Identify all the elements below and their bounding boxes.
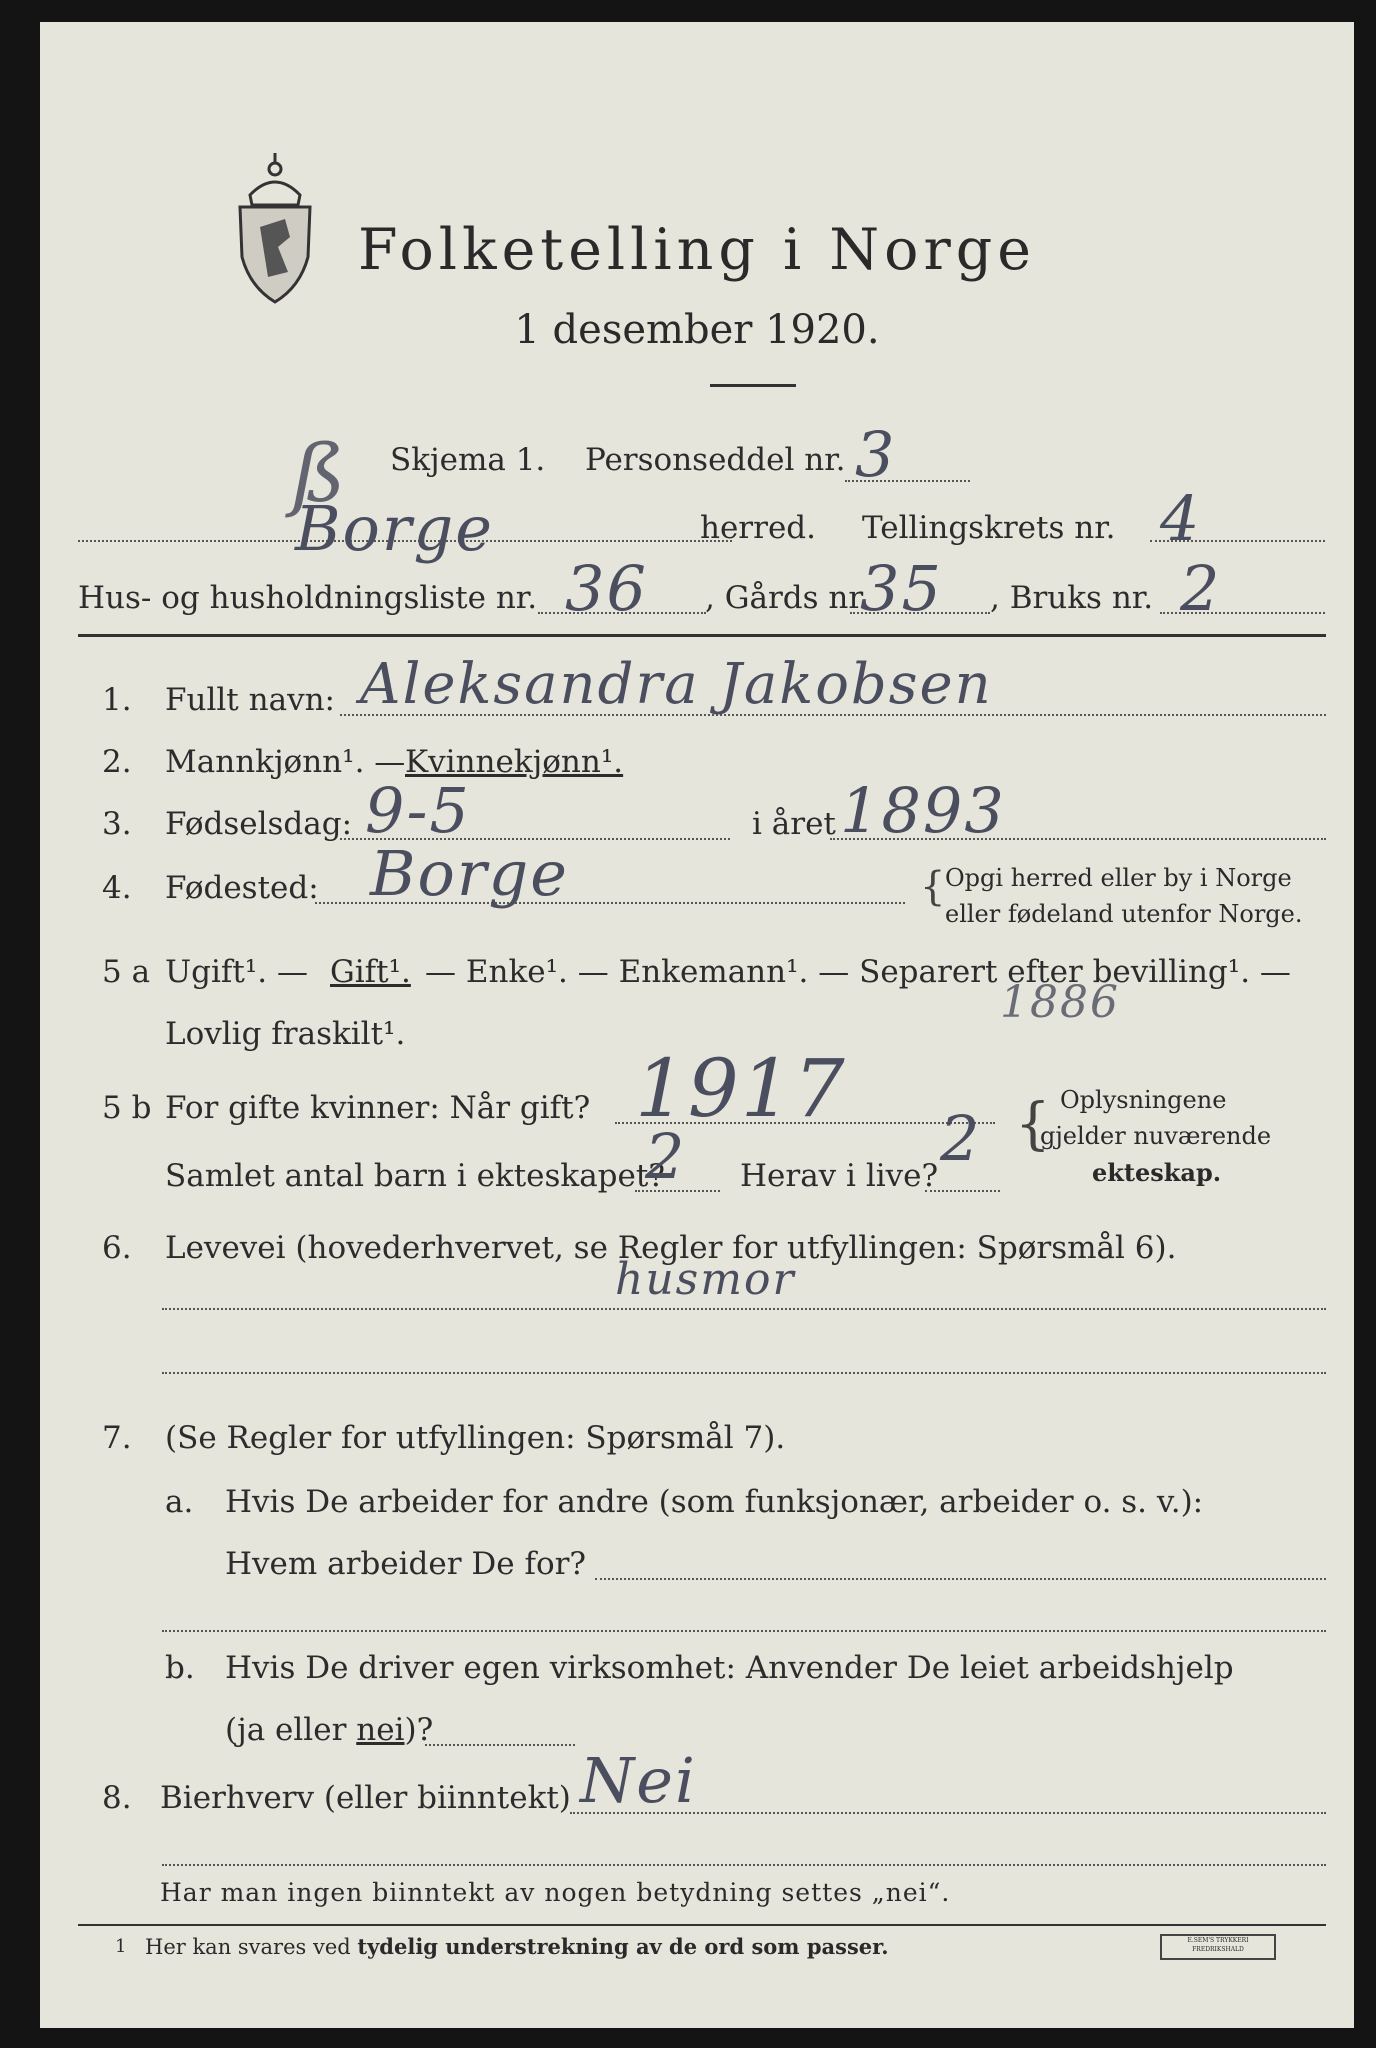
handwritten-mark: ß (292, 427, 348, 520)
q3-number: 3. (102, 806, 132, 842)
footnote-mark: 1 (115, 1936, 127, 1957)
occupation-field-2[interactable] (162, 1372, 1326, 1374)
q5b-label: For gifte kvinner: Når gift? (165, 1090, 591, 1126)
q5a-ugift: Ugift¹. — (165, 954, 308, 990)
q7a-line-2: Hvem arbeider De for? (225, 1546, 587, 1582)
q5a-number: 5 a (102, 954, 151, 990)
herred-value: Borge (295, 492, 494, 565)
q7-number: 7. (102, 1420, 132, 1456)
q6-label: Levevei (hovederhvervet, se Regler for utfyllingen: Spørsmål 6). (165, 1230, 1177, 1266)
tellingskrets-value: 4 (1160, 482, 1202, 555)
q2-male: Mannkjønn¹. — (165, 744, 406, 780)
employer-field-2[interactable] (162, 1630, 1326, 1632)
birthplace-value: Borge (370, 837, 569, 910)
q5a-line-2: Lovlig fraskilt¹. (165, 1016, 406, 1052)
q5b-alive-label: Herav i live? (740, 1158, 939, 1194)
q6-number: 6. (102, 1230, 132, 1266)
occupation-value: husmor (615, 1254, 796, 1305)
q7b-nei-option: nei (356, 1712, 405, 1748)
section-divider (78, 634, 1326, 637)
gards-value: 35 (860, 552, 943, 625)
occupation-field[interactable] (162, 1308, 1326, 1310)
printer-stamp: E.SEM'S TRYKKERI FREDRIKSHALD (1160, 1934, 1276, 1960)
tellingskrets-field[interactable] (1150, 540, 1325, 542)
q8-label: Bierhverv (eller biinntekt) (160, 1780, 571, 1816)
q5a-extra-value: 1886 (1000, 977, 1120, 1028)
tellingskrets-label: Tellingskrets nr. (862, 510, 1116, 546)
q4-label: Fødested: (165, 870, 319, 906)
bruks-value: 2 (1180, 552, 1222, 625)
gards-label: , Gårds nr. (705, 580, 870, 616)
birthday-value: 9-5 (365, 774, 471, 847)
title-divider (710, 384, 796, 387)
q5b-note-2: gjelder nuværende (1040, 1122, 1272, 1150)
q3-label: Fødselsdag: (165, 806, 353, 842)
q5b-note-3: ekteskap. (1092, 1158, 1222, 1187)
census-form-sheet (40, 22, 1354, 2028)
bruks-label: , Bruks nr. (990, 580, 1154, 616)
married-year-value: 1917 (635, 1042, 847, 1135)
q7b-label: Hvis De driver egen virksomhet: Anvender De leiet arbeidshjelp (225, 1650, 1234, 1686)
q2-number: 2. (102, 744, 132, 780)
q5a-gift: Gift¹. (330, 954, 411, 990)
alive-field[interactable] (925, 1190, 1000, 1192)
personseddel-field[interactable] (845, 480, 970, 482)
q7a-label: Hvis De arbeider for andre (som funksjonær, arbeider o. s. v.): (225, 1484, 1204, 1520)
note-text: Har man ingen biinntekt av nogen betydning settes „nei“. (160, 1878, 951, 1907)
footnote-text: Her kan svares ved (145, 1935, 358, 1959)
q5b-note-1: Oplysningene (1060, 1086, 1227, 1114)
skjema-label: Skjema 1. (390, 442, 546, 478)
q7a-letter: a. (165, 1484, 194, 1520)
side-income-field-2[interactable] (162, 1864, 1326, 1866)
birth-year-value: 1893 (840, 774, 1006, 847)
herred-label: herred. (700, 510, 816, 546)
children-value: 2 (645, 1120, 687, 1193)
q4-number: 4. (102, 870, 132, 906)
side-income-value: Nei (580, 1744, 697, 1817)
q4-note-1: Opgi herred eller by i Norge (945, 864, 1292, 892)
footnote-bold-text: tydelig understrekning av de ord som passer. (357, 1934, 889, 1959)
footnote (145, 1934, 889, 1959)
q7-label: (Se Regler for utfyllingen: Spørsmål 7). (165, 1420, 786, 1456)
hus-value: 36 (565, 552, 648, 625)
q7b-letter: b. (165, 1650, 195, 1686)
q4-brace: { (920, 864, 946, 910)
personseddel-label: Personseddel nr. (585, 442, 846, 478)
hired-help-field[interactable] (425, 1744, 575, 1746)
q4-note-2: eller fødeland utenfor Norge. (945, 900, 1303, 928)
q5b-brace: { (1015, 1092, 1051, 1157)
q7b-line-2-end: )? (404, 1712, 434, 1748)
hus-label: Hus- og husholdningsliste nr. (78, 580, 538, 616)
q7b-line-2-start: (ja eller (225, 1712, 357, 1748)
q8-number: 8. (102, 1780, 132, 1816)
page-title: Folketelling i Norge (358, 217, 1036, 283)
census-date: 1 desember 1920. (514, 307, 880, 353)
footnote-divider (78, 1924, 1326, 1926)
q2-female: Kvinnekjønn¹. (405, 744, 624, 780)
q5b-children-label: Samlet antal barn i ekteskapet? (165, 1158, 665, 1194)
q5a-options: — Enke¹. — Enkemann¹. — Separert efter bevilling¹. — (425, 954, 1291, 990)
q5b-number: 5 b (102, 1090, 152, 1126)
personseddel-value: 3 (855, 418, 897, 491)
q1-number: 1. (102, 682, 132, 718)
q7b-line-2 (225, 1712, 433, 1748)
full-name-value: Aleksandra Jakobsen (360, 652, 993, 717)
q1-label: Fullt navn: (165, 682, 335, 718)
q3-year-label: i året (752, 806, 836, 842)
alive-value: 2 (940, 1102, 982, 1175)
employer-field[interactable] (595, 1578, 1326, 1580)
